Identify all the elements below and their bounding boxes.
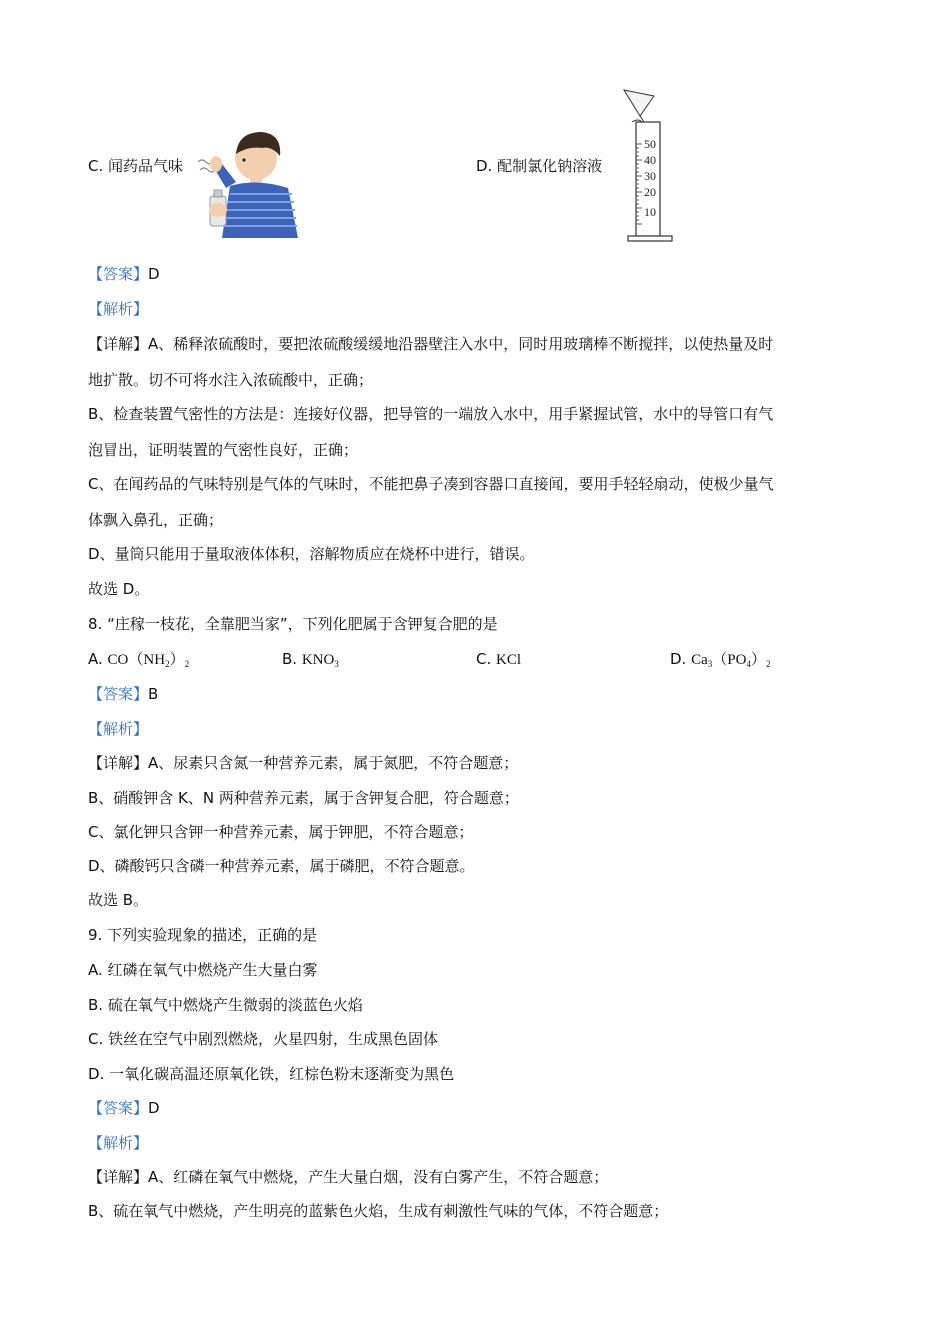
- q8-detail-line: D、磷酸钙只含磷一种营养元素，属于磷肥，不符合题意。: [88, 857, 475, 875]
- q8-analysis-tag: 【解析】: [88, 720, 149, 738]
- detail-tag: 【详解】: [88, 754, 149, 772]
- q7-detail-text: A、稀释浓硫酸时，要把浓硫酸缓缓地沿器壁注入水中，同时用玻璃棒不断搅拌，以使热量及时: [148, 335, 774, 353]
- person-smelling-figure: [196, 128, 308, 244]
- formula-part: KNO: [301, 652, 335, 668]
- q8-detail-line: [88, 753, 518, 773]
- formula-subscript: 4: [746, 659, 751, 669]
- formula-part: Ca: [691, 652, 708, 668]
- cylinder-tick-10: 10: [644, 205, 656, 219]
- detail-tag: 【详解】: [88, 335, 149, 353]
- formula-subscript: 2: [165, 659, 170, 669]
- q9-option-d: D. 一氧化碳高温还原氧化铁，红棕色粉末逐渐变为黑色: [88, 1065, 455, 1083]
- formula-part: ）: [750, 652, 766, 668]
- cylinder-tick-30: 30: [644, 169, 656, 183]
- q8-option-d: [670, 649, 770, 674]
- graduated-cylinder-figure: [618, 86, 674, 244]
- graduated-cylinder-illustration: [618, 86, 674, 244]
- q9-analysis-tag: 【解析】: [88, 1134, 149, 1152]
- q8-detail-line: B、硝酸钾含 K、N 两种营养元素，属于含钾复合肥，符合题意；: [88, 789, 519, 807]
- q8-option-c: [476, 649, 521, 670]
- answer-tag: 【答案】: [88, 265, 149, 283]
- formula-part: KCl: [496, 652, 522, 668]
- answer-value: D: [148, 265, 160, 283]
- cylinder-tick-50: 50: [644, 137, 656, 151]
- q7-option-d: D. 配制氯化钠溶液: [476, 157, 603, 175]
- q7-answer: [88, 264, 160, 284]
- q8-detail-text: A、尿素只含氮一种营养元素，属于氮肥，不符合题意；: [148, 754, 519, 772]
- formula-part: （PO: [712, 652, 747, 668]
- q7-detail-line: C、在闻药品的气味特别是气体的气味时，不能把鼻子凑到容器口直接闻，要用手轻轻扇动，使极少量气: [88, 475, 774, 493]
- q7-detail-line: D、量筒只能用于量取液体体积，溶解物质应在烧杯中进行，错误。: [88, 545, 535, 563]
- q7-option-c: C. 闻药品气味: [88, 157, 184, 175]
- option-prefix: D.: [670, 650, 692, 668]
- q8-option-a: [88, 649, 189, 674]
- q9-stem: 9. 下列实验现象的描述，正确的是: [88, 926, 318, 944]
- option-prefix: A.: [88, 650, 108, 668]
- person-smelling-illustration: [196, 128, 308, 244]
- q9-detail-line: [88, 1167, 608, 1187]
- q8-answer: [88, 684, 158, 704]
- cylinder-tick-20: 20: [644, 185, 656, 199]
- q9-detail-text: A、红磷在氧气中燃烧，产生大量白烟，没有白雾产生，不符合题意；: [148, 1168, 609, 1186]
- answer-value: D: [148, 1099, 160, 1117]
- formula-subscript: 2: [184, 659, 190, 669]
- q7-detail-line: [88, 334, 773, 354]
- option-prefix: C.: [476, 650, 497, 668]
- q8-option-b: [282, 649, 339, 674]
- formula-part: ）: [169, 652, 185, 668]
- option-prefix: B.: [282, 650, 302, 668]
- q7-detail-line: 泡冒出，证明装置的气密性良好，正确；: [88, 441, 359, 459]
- q7-detail-line: 地扩散。切不可将水注入浓硫酸中，正确；: [88, 371, 374, 389]
- q9-option-a: A. 红磷在氧气中燃烧产生大量白雾: [88, 961, 318, 979]
- q7-conclusion: 故选 D。: [88, 580, 150, 598]
- q9-option-c: C. 铁丝在空气中剧烈燃烧，火星四射，生成黑色固体: [88, 1030, 439, 1048]
- q7-detail-line: 体飘入鼻孔，正确；: [88, 511, 224, 529]
- answer-value: B: [148, 685, 159, 703]
- formula-subscript: 3: [707, 659, 713, 669]
- q8-detail-line: C、氯化钾只含钾一种营养元素，属于钾肥，不符合题意；: [88, 823, 474, 841]
- q7-detail-line: B、检查装置气密性的方法是：连接好仪器，把导管的一端放入水中，用手紧握试管，水中的导管口有气: [88, 405, 774, 423]
- formula-subscript: 2: [765, 659, 771, 669]
- answer-tag: 【答案】: [88, 1099, 149, 1117]
- detail-tag: 【详解】: [88, 1168, 149, 1186]
- q9-answer: [88, 1098, 160, 1118]
- cylinder-tick-40: 40: [644, 153, 656, 167]
- q9-detail-line: B、硫在氧气中燃烧，产生明亮的蓝紫色火焰，生成有刺激性气味的气体，不符合题意；: [88, 1202, 669, 1220]
- formula-part: CO（NH: [107, 652, 166, 668]
- answer-tag: 【答案】: [88, 685, 149, 703]
- q7-analysis-tag: 【解析】: [88, 300, 149, 318]
- formula-subscript: 3: [334, 659, 339, 669]
- q8-stem: 8. “庄稼一枝花，全靠肥当家”，下列化肥属于含钾复合肥的是: [88, 615, 498, 633]
- q9-option-b: B. 硫在氧气中燃烧产生微弱的淡蓝色火焰: [88, 996, 363, 1014]
- q8-conclusion: 故选 B。: [88, 891, 149, 909]
